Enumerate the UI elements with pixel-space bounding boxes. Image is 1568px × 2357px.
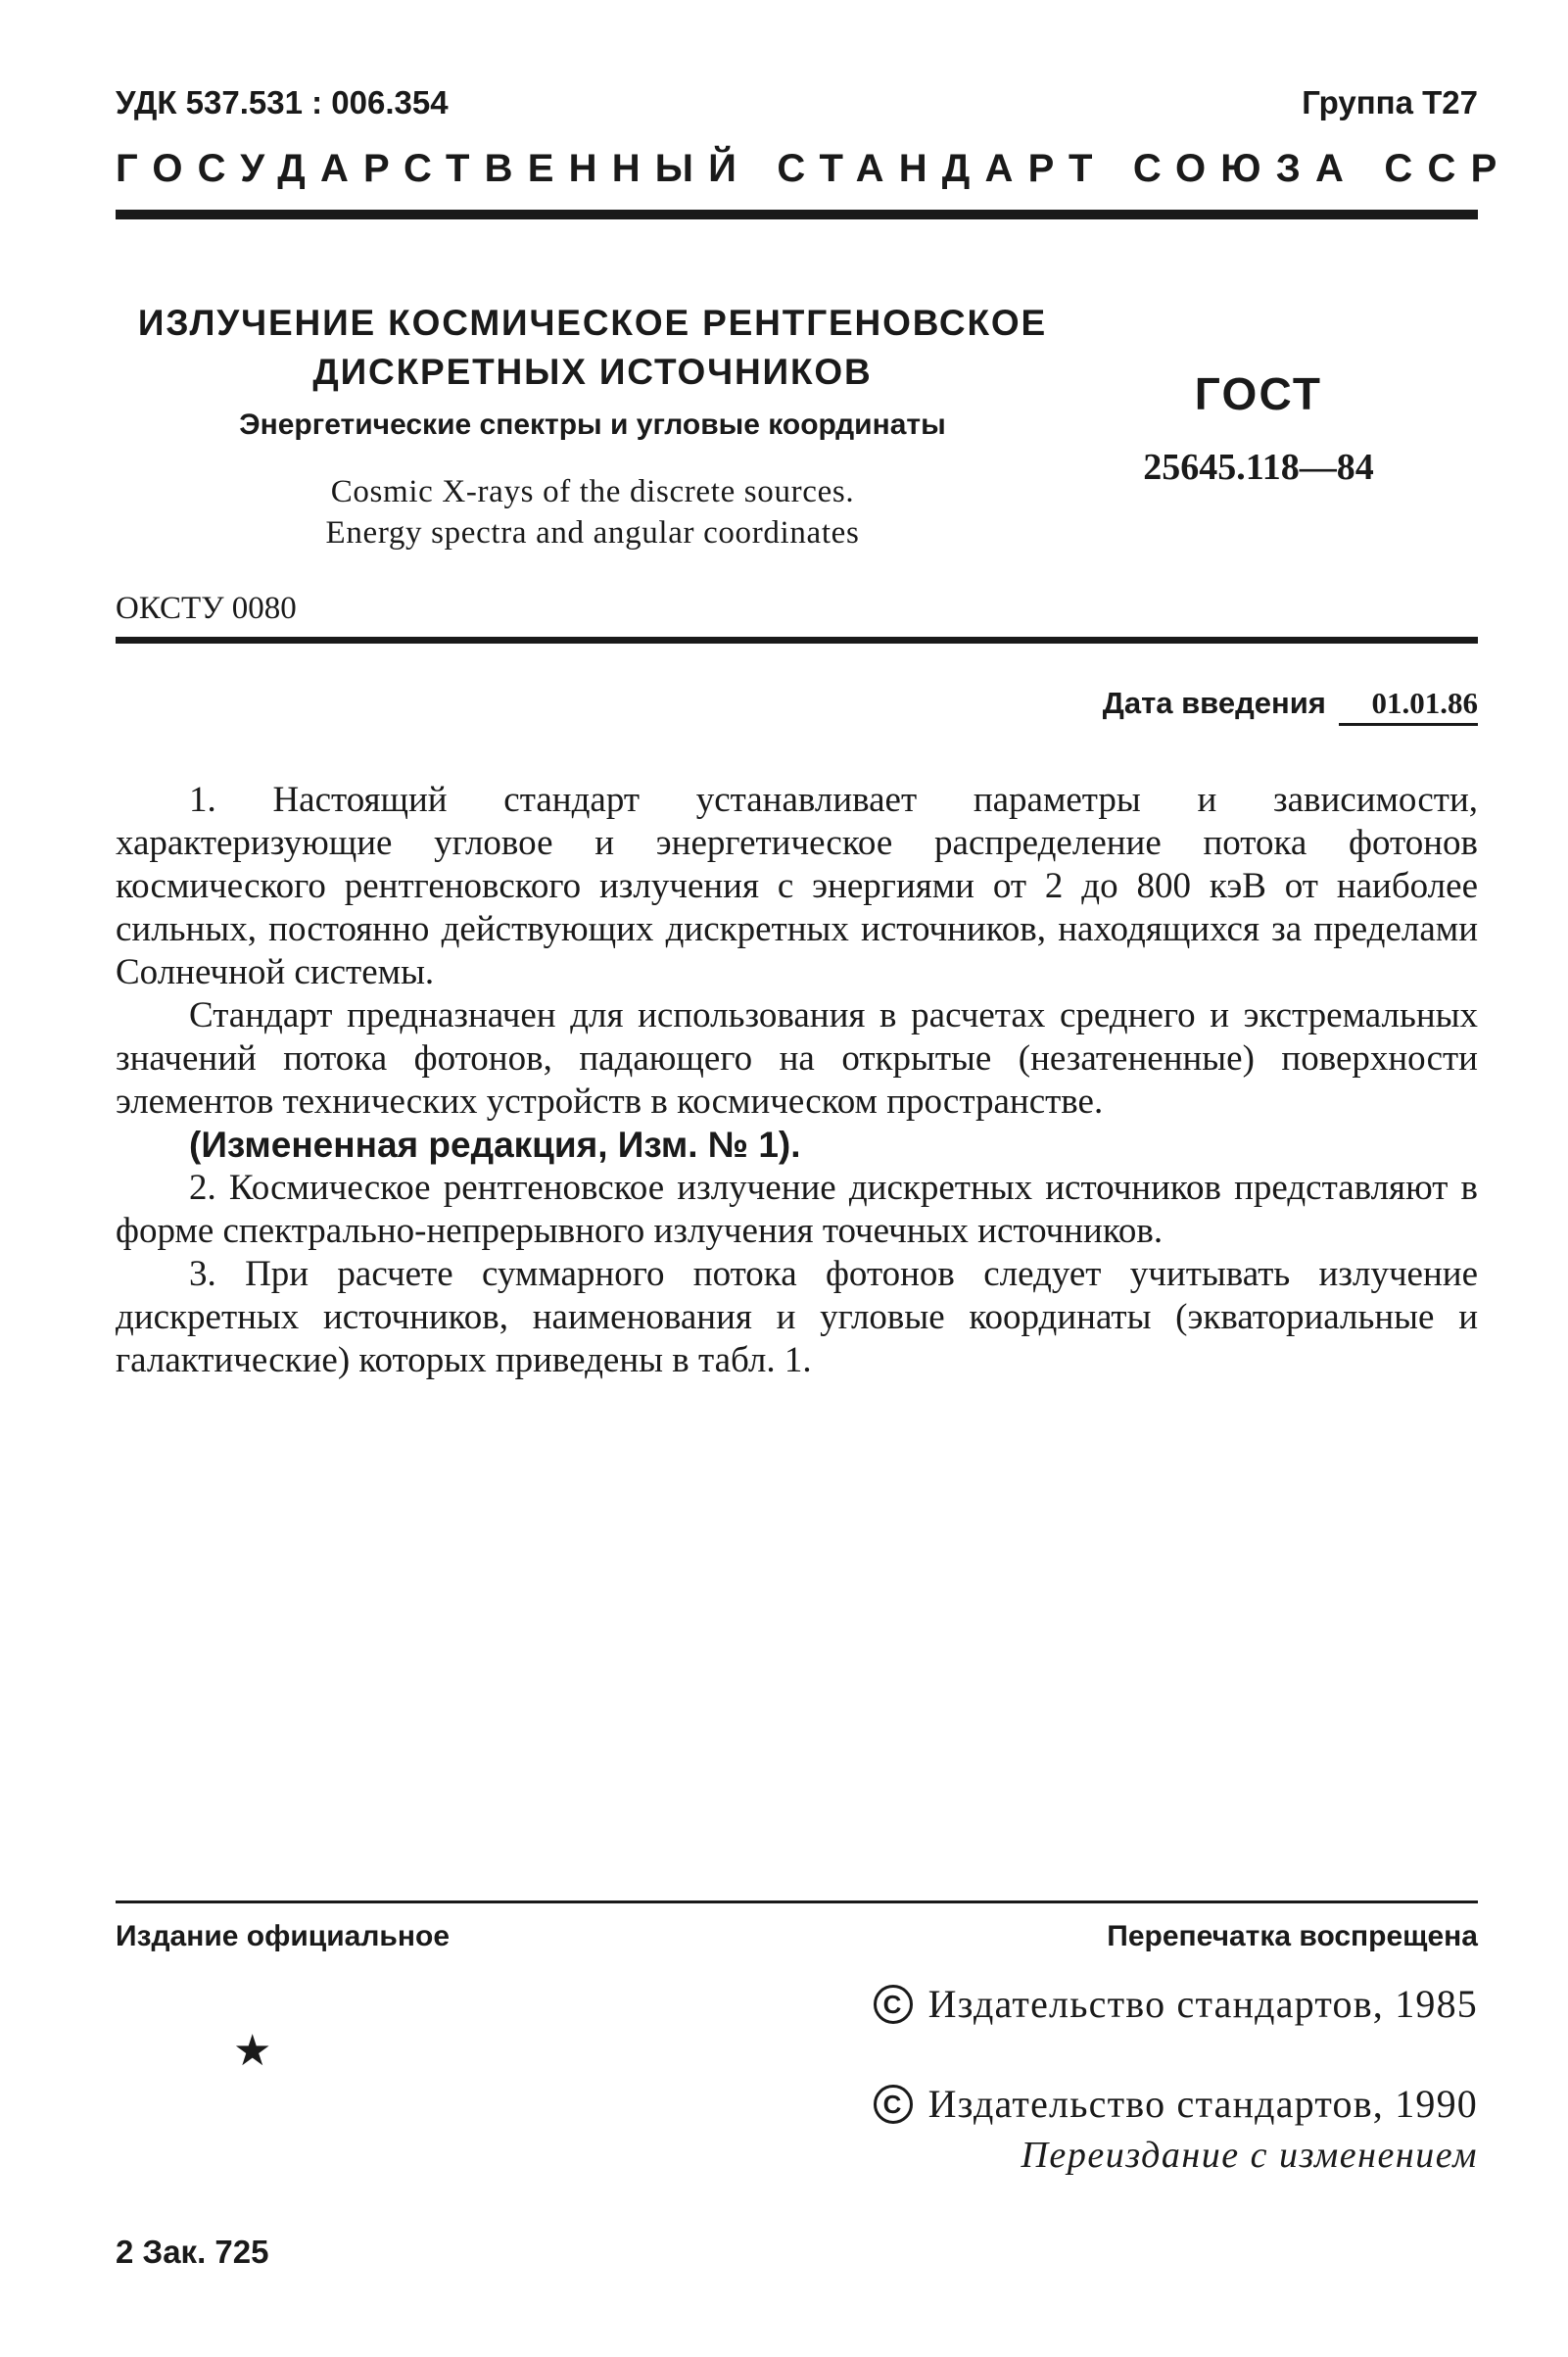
paragraph-3: 2. Космическое рентгеновское излучение дискретных источников представляют в форме спектрально-непрерывного излучения точечных источников.	[116, 1168, 1478, 1251]
title-line-2: ДИСКРЕТНЫХ ИСТОЧНИКОВ	[312, 352, 873, 392]
title-block	[137, 299, 1048, 553]
group-code: Группа Т27	[1302, 84, 1478, 120]
oksu-code: ОКСТУ 0080	[116, 591, 297, 626]
official-edition-label: Издание официальное	[116, 1920, 451, 1952]
copyright-icon: C	[874, 2085, 913, 2124]
copyright-1990-text: Издательство стандартов, 1990	[927, 2082, 1478, 2126]
reprint-forbidden-label: Перепечатка воспрещена	[1107, 1920, 1478, 1952]
copyright-1985	[874, 1981, 1478, 2027]
amendment-note: (Измененная редакция, Изм. № 1).	[189, 1125, 801, 1165]
title-rule	[116, 637, 1478, 644]
star-icon: ★	[233, 2027, 272, 2075]
intro-date-label: Дата введения	[1102, 686, 1326, 720]
intro-date-value: 01.01.86	[1339, 686, 1479, 726]
gost-label: ГОСТ	[1194, 368, 1323, 419]
gost-block	[1097, 367, 1420, 489]
order-number: 2 Зак. 725	[116, 2234, 269, 2270]
copyright-1990	[874, 2081, 1478, 2127]
udk-code: УДК 537.531 : 006.354	[116, 84, 449, 120]
header-rule	[116, 210, 1478, 219]
paragraph-4: 3. При расчете суммарного потока фотонов следует учитывать излучение дискретных источников, наименования и угловые координаты (экваториальные и галактические) которых приведены в табл. 1.	[116, 1254, 1478, 1380]
subtitle: Энергетические спектры и угловые координаты	[239, 409, 946, 441]
english-title-line-1: Cosmic X-rays of the discrete sources.	[330, 474, 855, 509]
paragraph-1: 1. Настоящий стандарт устанавливает параметры и зависимости, характеризующие угловое и энергетическое распределение потока фотонов космического рентгеновского излучения с энергиями от 2 до 800 кэВ от наиболее сильных, постоянно действующих дискретных источников, находящихся за пределами Солнечной системы.	[116, 780, 1478, 992]
paragraph-2: Стандарт предназначен для использования в расчетах среднего и экстремальных значений потока фотонов, падающего на открытые (незатененные) поверхности элементов технических устройств в космическом пространстве.	[116, 995, 1478, 1122]
title-line-1: ИЗЛУЧЕНИЕ КОСМИЧЕСКОЕ РЕНТГЕНОВСКОЕ	[137, 303, 1048, 343]
copyright-1985-text: Издательство стандартов, 1985	[927, 1982, 1478, 2026]
reissue-note: Переиздание с изменением	[1021, 2135, 1478, 2176]
document-body	[116, 779, 1478, 1382]
english-title-line-2: Energy spectra and angular coordinates	[325, 515, 860, 551]
gost-number: 25645.118—84	[1143, 447, 1374, 488]
state-standard-heading: ГОСУДАРСТВЕННЫЙ СТАНДАРТ СОЮЗА ССР	[116, 147, 1512, 190]
intro-date	[1103, 686, 1478, 726]
copyright-icon: C	[874, 1985, 913, 2024]
footer-rule	[116, 1900, 1478, 1903]
